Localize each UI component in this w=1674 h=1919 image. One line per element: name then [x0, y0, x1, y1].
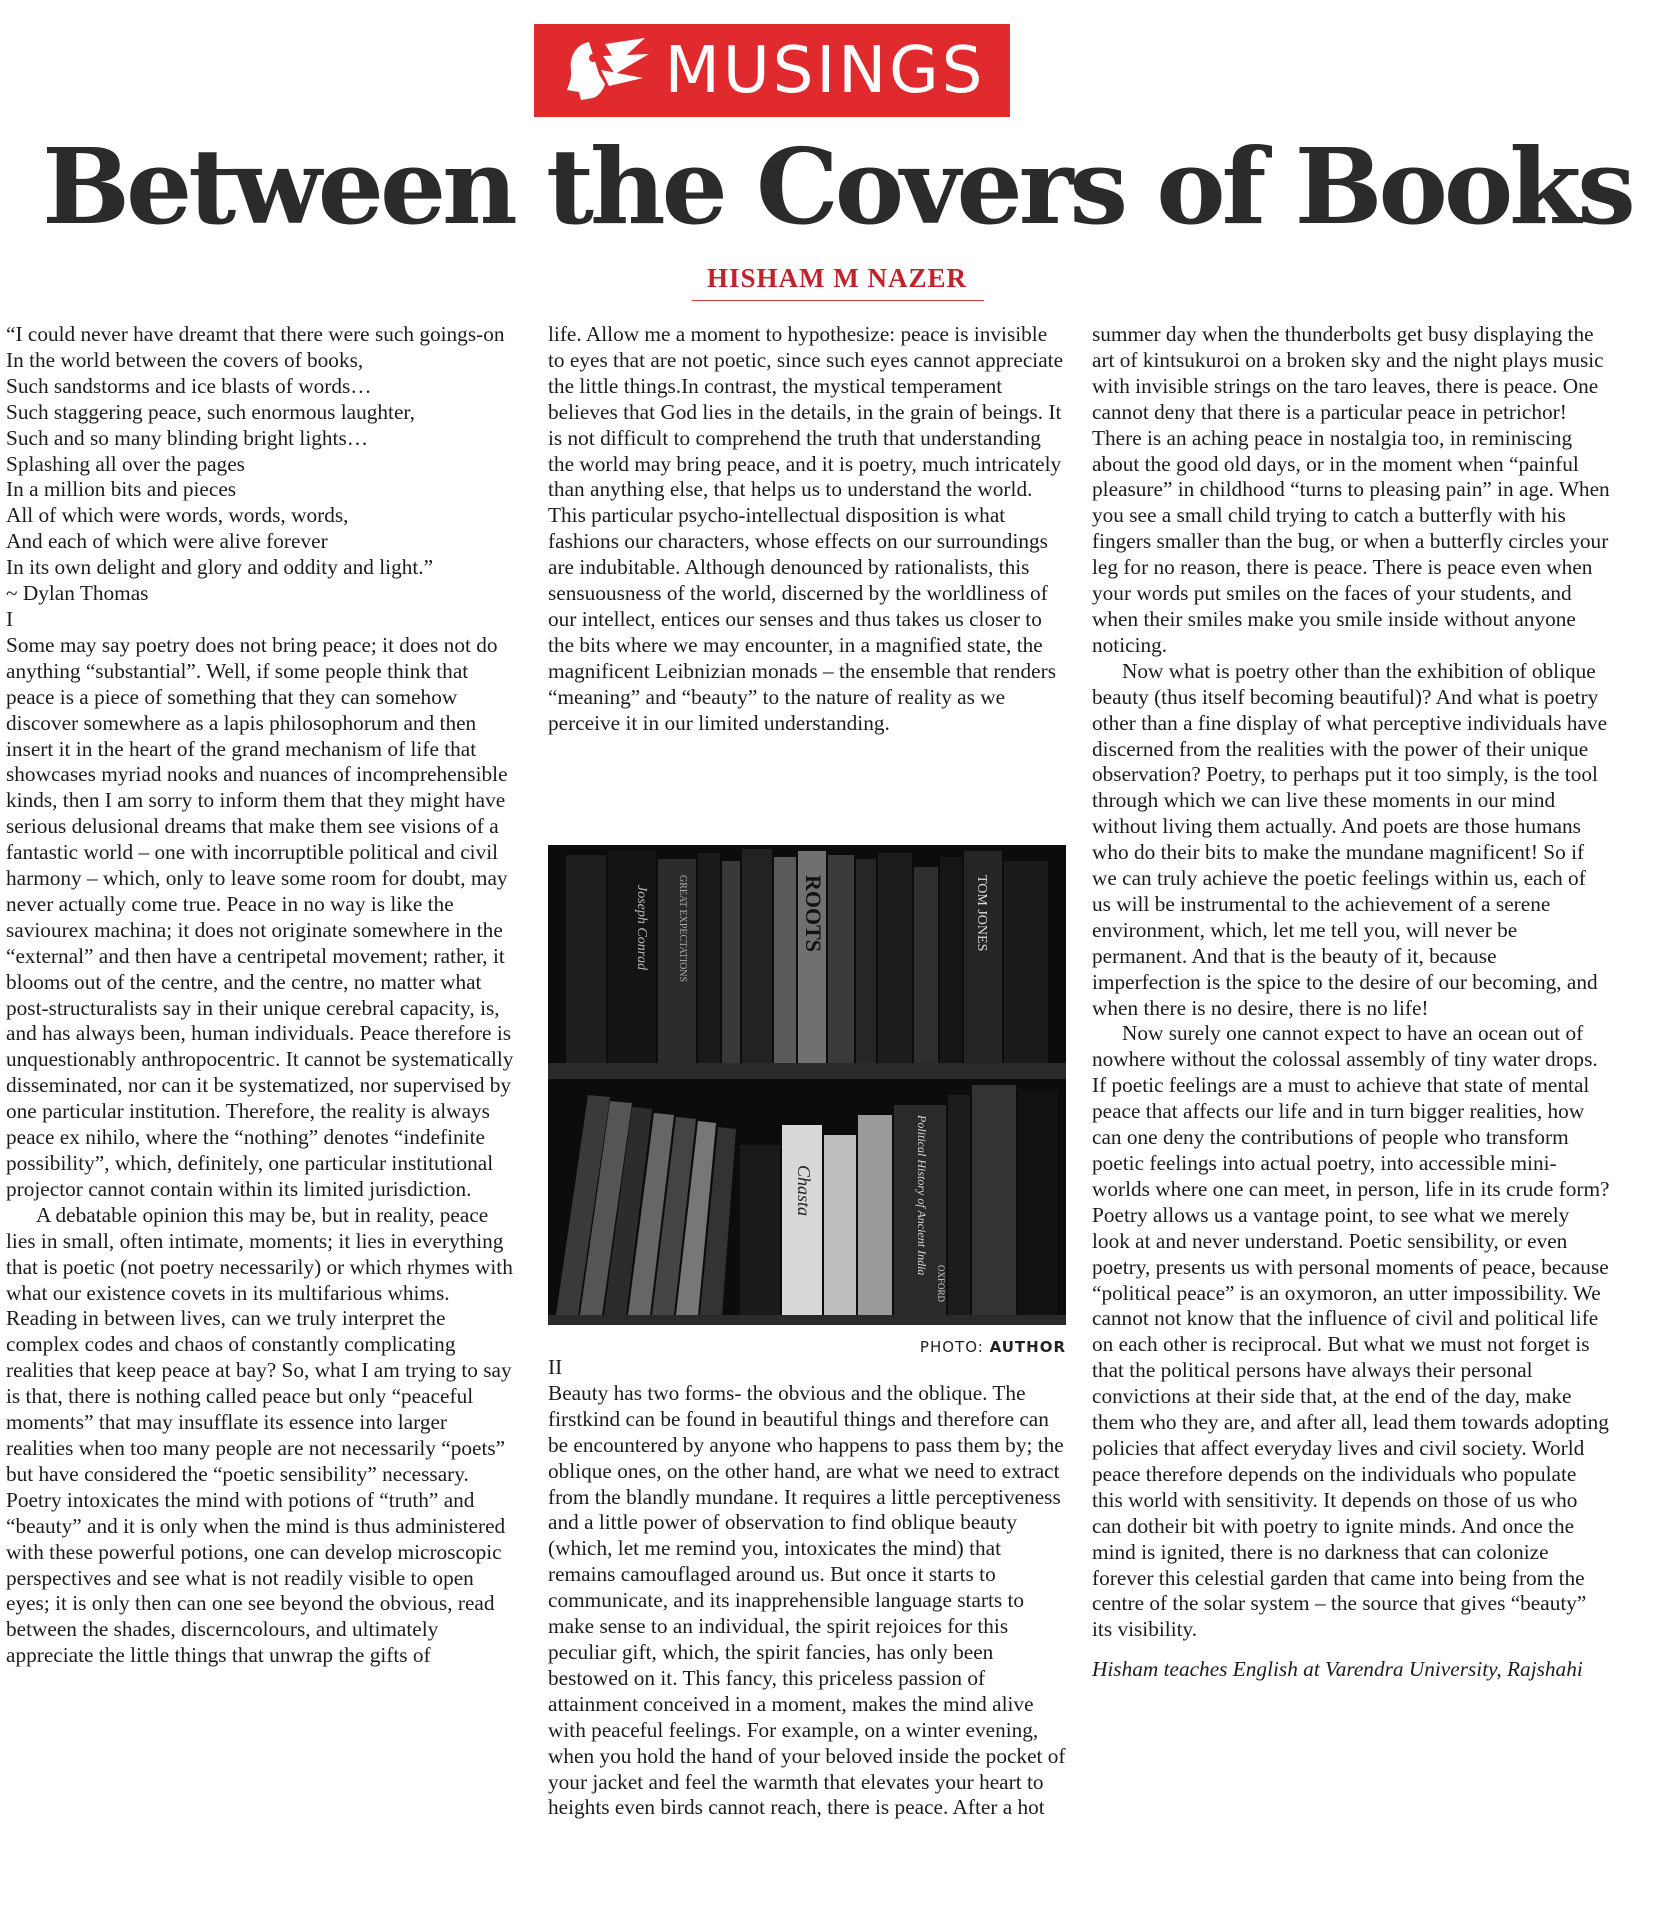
column-2 — [548, 322, 1068, 737]
quill-head-icon — [559, 34, 655, 108]
photo-credit-label: PHOTO: — [919, 1338, 984, 1356]
paragraph: A debatable opinion this may be, but in reality, peace lies in small, often intimate, moments; it lies in everything that is poetic (not poetry necessarily) or which rhymes with what our existence covets in its multifarious whims. Reading in between lives, can we truly interpret the complex codes and chaos of constantly complicating realities that keep peace at bay? So, what I am trying to say is that, there is nothing called peace but only “peaceful moments” that may insufflate its essence into larger realities when too many people are not necessarily “poets” but have considered the “poetic sensibility” necessary. Poetry intoxicates the mind with potions of “truth” and “beauty” and it is only when the mind is thus administered with these powerful potions, one can develop microscopic perspectives and see what is not readily visible to open eyes; it is only then can one see beyond the obvious, read between the shades, discerncolours, and ultimately appreciate the little things that unwrap the gifts of — [6, 1202, 513, 1668]
spine-title: GREAT EXPECTATIONS — [677, 875, 688, 983]
epigraph-attribution: ~ Dylan Thomas — [6, 581, 149, 606]
spine-title: ROOTS — [801, 875, 826, 953]
author-bio: Hisham teaches English at Varendra University, Rajshahi — [1092, 1657, 1583, 1682]
section-banner — [534, 24, 1010, 117]
bookshelf-photo — [548, 845, 1066, 1325]
spine-title: OXFORD — [936, 1265, 946, 1303]
paragraph: Now surely one cannot expect to have an ocean out of nowhere without the colossal assembly of tiny water drops. If poetic feelings are a must to achieve that state of mental peace that affects our life and in turn bigger realities, how can one deny the contributions of people who transform poetic feelings into actual poetry, into accessible mini-worlds where one can meet, in person, life in its crude form? Poetry allows us a vantage point, to see what we merely look at and never understand. Poetic sensibility, or even poetry, presents us with personal moments of peace, because “political peace” is an oxymoron, an utter impossibility. We cannot not know that the influence of civil and political life on each other is reciprocal. But what we must not forget is that the political persons have always their personal convictions at their side that, at the end of the day, make them who they are, and after all, lead them towards adopting policies that affect everyday lives and civil society. World peace therefore depends on the individuals who populate this world with sensitivity. It depends on those of us who can dotheir bit with poetry to ignite minds. And once the mind is ignited, there is no darkness that can colonize forever this celestial garden that came into being from the centre of the solar system – the source that gives “beauty” its visibility. — [1092, 1021, 1610, 1642]
section-label: MUSINGS — [664, 33, 986, 108]
section-numeral-1: I — [6, 606, 14, 631]
paragraph: Some may say poetry does not bring peace; it does not do anything “substantial”. Well, if some people think that peace is a piece of something that they can somehow discover somewhere as a lapis philosophorum and then insert it in the heart of the grand mechanism of life that showcases myriad nooks and nuances of incomprehensible kinds, then I am sorry to inform them that they might have serious delusional dreams that make them see visions of a fantastic world – one with incorruptible political and civil harmony – which, only to leave some room for doubt, may never actually come true. Peace in no way is like the saviourex machina; it does not originate somewhere in the “external” and then have a centripetal movement; rather, it blooms out of the centre, and the centre, no matter what post-structuralists say in their unique cerebral capacity, is, and has always been, human individuals. Peace therefore is unquestionably anthropocentric. It cannot be systematically disseminated, nor can it be systematized, nor supervised by one particular institution. Therefore, the reality is always peace ex nihilo, where the “nothing” denotes “indefinite possibility”, which, definitely, one particular institutional projector cannot contain within its limited jurisdiction. — [6, 632, 514, 1201]
byline: HISHAM M NAZER — [706, 263, 967, 293]
epigraph-verse: “I could never have dreamt that there were such goings-on In the world between the covers of books, Such sandstorms and ice blasts of words… Such staggering peace, such enormous laughter, Such and so many blinding bright lights… Splashing all over the pages In a million bits and pieces All of which were words, words, words, And each of which were alive forever In its own delight and glory and oddity and light.” — [6, 322, 505, 580]
paragraph: Now what is poetry other than the exhibition of oblique beauty (thus itself becoming beautiful)? And what is poetry other than a fine display of what perceptive individuals have discerned from the realities with the power of their unique observation? Poetry, to perhaps put it too simply, is the tool through which we can live these moments in our mind without living them actually. And poets are those humans who do their bits to make the mundane magnificent! So if we can truly achieve the poetic feelings within us, each of us will be instrumental to the achievement of a serene environment, which, let me tell you, will never be permanent. And that is the beauty of it, because imperfection is the spice to the desire of our becoming, and when there is no desire, there is no life! — [1092, 658, 1608, 1020]
paragraph: life. Allow me a moment to hypothesize: peace is invisible to eyes that are not poetic, since such eyes cannot appreciate the little things.In contrast, the mystical temperament believes that God lies in the details, in the grain of beings. It is not difficult to comprehend the truth that understanding the world may bring peace, and it is poetry, much intricately than anything else, that helps us to understand the world. This particular psycho-intellectual disposition is what fashions our characters, whose effects on our surroundings are indubitable. Although denounced by rationalists, this sensuousness of the world, discerned by the worldliness of our intellect, entices our senses and thus takes us closer to the bits where we may encounter, in a magnified state, the magnificent Leibnizian monads – the ensemble that renders “meaning” and “beauty” to the nature of reality as we perceive it in our limited understanding. — [548, 322, 1064, 735]
headline: Between the Covers of Books — [42, 125, 1632, 248]
section-numeral-2: II — [548, 1355, 563, 1379]
paragraph: summer day when the thunderbolts get busy displaying the art of kintsukuroi on a broken sky and the night plays music with invisible strings on the taro leaves, there is peace. One cannot deny that there is a particular peace in petrichor! There is an aching peace in nostalgia too, in reminiscing about the good old days, or in the moment when “painful pleasure” in childhood “turns to pleasing pain” in age. When you see a small child trying to catch a butterfly with his fingers smaller than the bug, or when a butterfly circles your leg for no reason, there is peace. There is peace even when your words put smiles on the faces of your students, and when their smiles make you smile inside without anyone noticing. — [1092, 322, 1610, 657]
spine-title: Joseph Conrad — [634, 885, 649, 971]
spine-title: Chasta — [794, 1165, 814, 1217]
photo-credit — [548, 1338, 1066, 1356]
spine-title: Political History of Ancient India — [915, 1115, 929, 1276]
byline-rule — [692, 300, 984, 301]
photo-credit-name: AUTHOR — [989, 1338, 1066, 1356]
paragraph: Beauty has two forms- the obvious and the oblique. The firstkind can be found in beautiful things and therefore can be encountered by anyone who happens to pass them by; the oblique ones, on the other hand, are what we need to extract from the blandly mundane. It requires a little perceptiveness and a little power of observation to find oblique beauty (which, let me remind you, intoxicates the mind) that remains camouflaged around us. But once it starts to communicate, and its inapprehensible language starts to make sense to an individual, the spirit rejoices for this peculiar gift, which, the spirit fancies, has only been bestowed on it. This fancy, this priceless passion of attainment conceived in a moment, makes the mind alive with peaceful feelings. For example, on a winter evening, when you hold the hand of your beloved inside the pocket of your jacket and feel the warmth that elevates your heart to heights even birds cannot reach, there is peace. After a hot — [548, 1380, 1066, 1820]
spine-title: TOM JONES — [974, 875, 989, 952]
column-1 — [6, 322, 518, 1669]
column-2-lower — [548, 1355, 1068, 1821]
bookshelf-image — [548, 845, 1066, 1325]
column-3 — [1092, 322, 1610, 1683]
